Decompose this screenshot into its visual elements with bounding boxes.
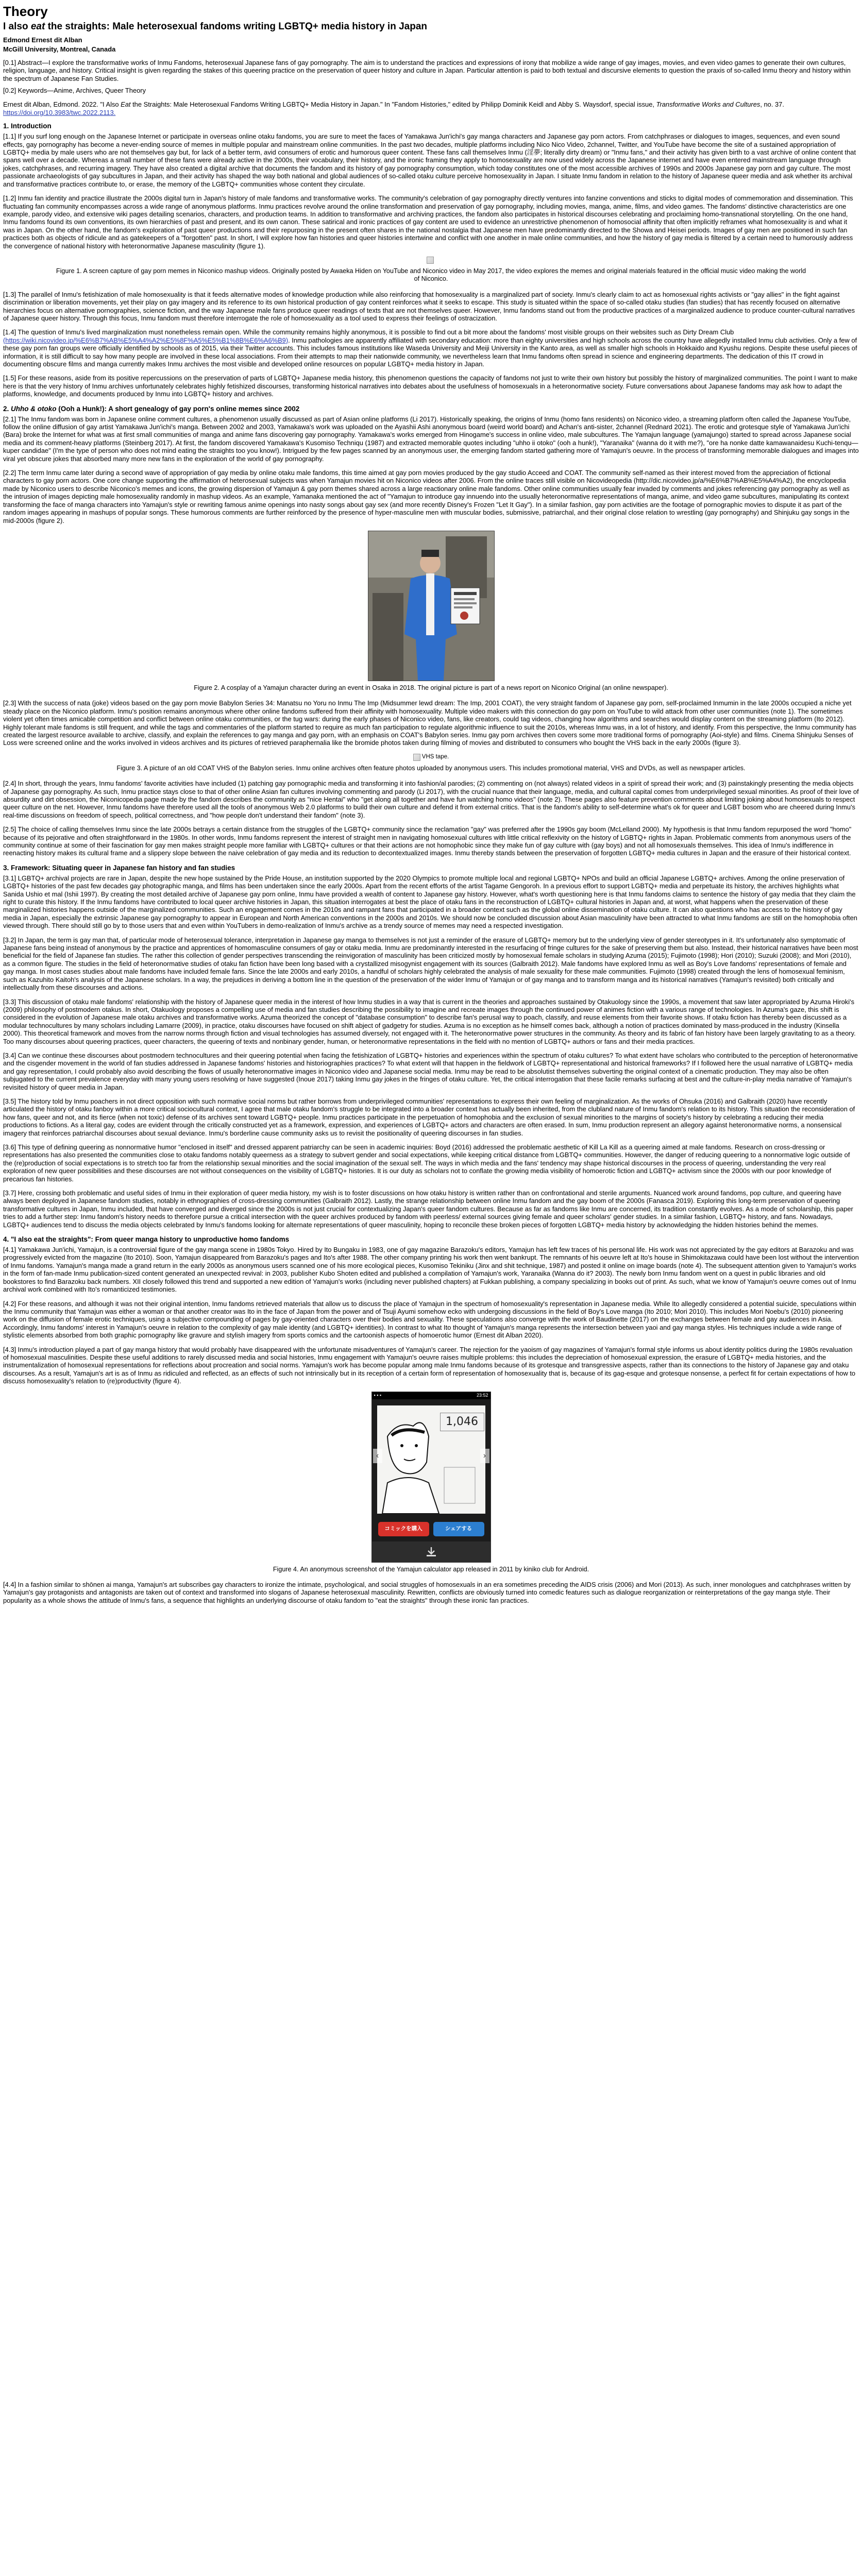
figure-3-image — [3, 753, 859, 761]
prev-arrow-icon[interactable]: ‹ — [373, 1449, 382, 1463]
abstract: [0.1] Abstract—I explore the transformative works of Inmu Fandoms, heterosexual Japanese fans of gay pornography. The aim is to understand the practices and expressions of irony that mobilize a wide range of gay images, movies, and even video games to generate their own cultures, religion, language, and history. Critical insight is given regarding the stakes of this queering practice on the preservation of queer history and culture in Japan. Particular attention is paid to both textual and discursive elements to question the praxis of so-called Inmu theory and history within the spectrum of Japanese Fan Studies. — [3, 58, 851, 82]
figure-3-caption: Figure 3. A picture of an old COAT VHS of the Babylon series. Inmu online archives often feature photos uploaded by anonymous users. This includes promotional material, VHS and DVDs, as well as newspaper articles. — [116, 764, 746, 772]
figure-4-image — [3, 1392, 859, 1563]
citation-journal: Transformative Works and Cultures — [656, 100, 760, 109]
figure-4-caption: Figure 4. An anonymous screenshot of the Yamajun calculator app released in 2011 by kiniko club for Android. — [273, 1565, 589, 1573]
paragraph-1-4-text: [1.4] The question of Inmu's lived marginalization must nonetheless remain open. While the community remains highly anonymous, it is possible to find out a bit more about the fandoms' most visible groups on their websites such as Dirty Dream Club — [3, 328, 734, 336]
paragraph-1-1: [1.1] If you surf long enough on the Japanese Internet or participate in overseas online otaku fandoms, you are sure to meet the faces of Yamakawa Jun'ichi's gay manga characters and Japanese gay porn actors. From catchphrases or dialogues to images, sequences, and even sound effects, gay pornography has become a never-ending source of memes in multiple popular and mainstream online communities. In the past two decades, multiple platforms including Nico Nico Video, 2channel, Twitter, and YouTube have become the site of a sustained appropriation of LGBTQ+ media by male users who are not themselves gay but, for lack of a better term, avid consumers of erotic and humorous queer content. These fans call themselves Inmu (淫夢; literally dirty dream) or "Inmu fans," and their activity has given birth to a vast archive of online content that spans well over a decade. Whereas a small number of these fans were already active in the 2000s, their vocabulary, their history, and the ironic framing they apply to homosexuality are now used widely across the Japanese internet and have even entered mainstream language through jokes, catchphrases, and recurring imagery. They have also created a digital archive that documents the fandom and its history of gay pornography consumption, which today constitutes one of the most accessible archives of 1990s and 2000s Japanese gay porn and gay culture. The most passionate archaeologists of gay subcultures in Japan, and their activity has shaped the way both national and global audiences of so-called otaku culture perceive homosexuality in Japan. I situate Inmu fandom in relation to the history of Japanese queer media and ask whether its archival and transformative practices contribute to, or erase, the memory of the LGBTQ+ communities whose content they circulate. — [3, 132, 856, 188]
paragraph-2-2: [2.2] The term Inmu came later during a second wave of appropriation of gay media by online otaku male fandoms, this time aimed at gay porn movies produced by the gay studio Acceed and COAT. The community self-named as their interest moved from the appreciation of fictional characters to gay porn actors. One core change supporting the affirmation of heterosexual subjects was when Yamajun movies hit on Niconico videos after 2006. From the online traces still visible on Nicovideopedia (http://dic.nicovideo.jp/a/%E6%B7%AB%E5%A4%A2), the encyclopedia made by Niconico users to describe Niconico's memes and icons, the growing dispersion of Yamajun & gay porn themes shared across a large reactionary online male fandoms. Other online communities usually fear invaded by comments and jokes referencing gay pornography as well as the intrusion of images depicting male homosexuality randomly in mashup videos. As an example, Yamanaka mentioned the act of "Yamajun to introduce gay innuendo into the usually heteronormative representations of manga, anime, and video game subcultures, manipulating its context transforming the face of manga characters into Yamajun's style or rewriting famous anime openings into nasty songs about gay sex (and more recently Disney's Frozen "Let It Gay"). In a similar fashion, gay porn activities are the footage of pornographic movies to dispute it as part of the random images appearing in mashups of popular songs. These humorous comments are further reinforced by the presence of hyper-masculine men with muscular bodies, submissive, patriarchal, and their original close relation to wrestling (gay pornography) and Shinjuku gay songs in the mid-2000s (figure 2). — [3, 469, 850, 524]
paragraph-3-4: [3.4] Can we continue these discourses about postmodern technocultures and their queering potential when facing the fetishization of LGBTQ+ histories and experiences within the spectrum of otaku cultures? To what extent have scholars who contributed to the perception of heteronormative and the cisgender movement in the world of fan studies addressed in Japanese fandoms' histories and historiographies practices? To what extent will that happen in the fieldwork of LGBTQ+ representational and historical frameworks? If I followed here the usual narrative of LGBTQ+ media and gay representation, I could probably also avoid describing the flows of usually heteronormative images in Niconico video and Japanese social media. Inmu may be read to be absolutist themselves subverting the original context of a cinematic production. They may also be often subjugated to the current prevalence everyday with many young users resolving or have suggested (Inoue 2017) taking Inmu gay jokes in the fringes of otaku culture. Yet, the critical interrogation that these facile remarks surfacing at best and the culture-in-play media narrative of Yamajun's revisited history of queer media in Japan. — [3, 1051, 858, 1091]
section-heading-4: 4. "I also eat the straights": From queer manga history to unproductive homo fandoms — [3, 1235, 290, 1244]
section-2-italic: Uhho & otoko — [11, 404, 57, 413]
paragraph-1-3: [1.3] The parallel of Inmu's fetishization of male homosexuality is that it feeds alternative modes of knowledge production while also reinforcing that homosexuality is a marginalized part of society. Inmu's clearly claim to act as homosexual rights activists or "gay allies" in the fight against discrimination or liberation movements, yet their play on gay imagery and its reference to its own historical production of gay content reinforces what it seeks to escape. This study is situated within the space of so-called otaku studies (fan studies) that has recently focused on alternative hierarchies focus on alternative pornographies, science fiction, and the way Japanese male fans produce queer readings of texts that are not themselves queer. However, Inmu fandoms stand out from the productive practices of a marginalized audience to produce counter-cultural narratives of Japanese queer history. Through this focus, Inmu fandom must therefore interrogate the role of homosexuality as a tool used to express their feelings of ostracization. — [3, 290, 855, 322]
citation-italic-1: Eat — [121, 100, 131, 109]
paragraph-3-6: [3.6] This type of defining queering as nonnormative humor "enclosed in itself" and dressed apparent patriarchy can be seen in academic inquiries: Boyd (2016) addressed the problematic aesthetic of Kill La Kill as a queering aimed at male fandoms. Research on cross-dressing or representations has also presented the communities close to otaku fandoms notably queerness as a strategy to subvert gender and social expectations, while keeping critical distance from LGBTQ+ communities. However, the danger of reducing queering to a nonnormative logic outside of the (re)production of social expectations is to stretch too far from the relationship sexual minorities and the social imagination of the sexual self. The ways in which media and the fans' tendency may shape historical discourses in the process of queering, understanding the very real exploration of new queer possibilities and these discourses are not without consequences on the visibility of LGBTQ+ histories. It is our duty as scholars not to conflate the growing media visibility of homoerotic fiction and LGBTQ+ activism since the 2000s with our poor knowledge of precarious fan histories. — [3, 1143, 850, 1183]
paragraph-3-2: [3.2] In Japan, the term is gay man that, of particular mode of heterosexual tolerance, interpretation in Japanese gay manga to themselves is not just a reminder of the erasure of LGBTQ+ memory but to the underlying view of gender stereotypes in it. It's unfortunately also symptomatic of Japanese fans being instead of anonymous by the practice and apprentices of homomasculine consumers of gay or otaku media. Inmu are predominantly interested in the resurfacing of fringe cultures for the sake of preserving them but also. Instead, their historical narratives have been most beneficial for the field of Japanese fan studies. The rather this collection of gender perspectives transcending the reinvigoration of masculinity has been criticized mostly by homosexual female scholars in studying Azuma (2015); Fujimoto (1998); Hori (2010); Suzuki (2008); and Mori (2010), as a common figure. The studies in the field of heteronormative studies of otaku fan fiction have been long based with a crystallized misogynist engagement with its sources (Galbraith 2012). Male fandoms have explored Inmu as well as Boy's Love fandoms' representations of female and gay manga. In most cases studies about male fandoms have included female fans. Since the late 2000s and early 2010s, a handful of scholars highly celebrated the analysis of male sexuality for these male communities. Fujimoto (1998) created through the lens of homosexual feminism, such as Kazuhito Kaitoh's analysis of the Japanese scholars. In a way, the prejudices in deriving a bottom line in the question of the preservation of the wider Inmu of Yamajun or of gay manga and to transform manga and its historical narratives (Yamajun's revisited) both critically and intellectually from these discourses and actions. — [3, 936, 858, 992]
dirty-dream-club-link[interactable]: (https://wiki.nicovideo.jp/%E6%B7%AB%E5%A4%A2%E5%8F%A5%E5%B1%8B%E6%A6%B9) — [3, 336, 289, 344]
section-heading-3: 3. Framework: Situating queer in Japanese fan history and fan studies — [3, 863, 235, 872]
article-title — [3, 21, 859, 33]
paragraph-2-4: [2.4] In short, through the years, Inmu fandoms' favorite activities have included (1) patching gay pornographic media and transforming it into fashion/al parodies; (2) commenting on (not always) related videos in a spirit of spread their work; and (3) painstakingly presenting the media objects of Japanese gay pornography. As such, Inmu practice stays close to that of other online Asian fan cultures involving commenting and parody (Li 2017), with the crucial nuance that their language, media, and cultural capital comes from underprivileged sexual minorities. As proof of their love of absurdity and dirt obsession, the Niconicopedia page made by the fandom describes the community as "nice Hentai" who "get along all together and have fun watching homo videos" (note 2). These pages also feature prevention comments about limiting joking about homosexuals to respect queer culture on the net. However, Inmu fandoms have therefore used all the tools of anonymous Web 2.0 platforms to build their own culture and defend it from external critics. That is the fandom's ability to self-determine what's ok for queer and LGBT bosom who are cheered during Inmu's real-time discussions on freedom of speech, political correctness, and "how people don't understand their fandom" (note 3). — [3, 779, 859, 819]
paragraph-3-7: [3.7] Here, crossing both problematic and useful sides of Inmu in their exploration of queer media history, my wish is to foster discussions on how otaku history is written rather than on confrontational and sterile arguments. Nuanced work around fandoms, pop culture, and queering have always been deployed in Japanese fandom studies, notably in ethnographies of cross-dressing communities (Galbraith 2012). Lastly, the strange relationship between online Inmu fandom and the gay boom of the 2000s (Fanasca 2019). Exploring this long-term preservation of queering transformative cultures in Japan, Inmu included, that have converged and diverged since the 2000s is not just crucial for contextualizing Japan's queer fandom cultures. Because as far as fandoms like Inmu are concerned, its tradition constantly evolves. As a mode of scholarship, this paper tries to add a further step: Inmu fandom's history needs to therefore pursue a critical intersection with the queer archives produced by fandom with peerless/ external sources giving female and queer scholars' gender studies. In a similar fashion, LGBTQ+ history, and fans. Nowadays, LGBTQ+ audiences tend to discuss the media objects celebrated by Inmu's fandoms looking for alternate representations of queer masculinity, hoping to reconcile these broken pieces of forgotten LGBTQ+ media history by acknowledging the hidden histories behind the memes. — [3, 1189, 853, 1229]
paragraph-3-1: [3.1] LGBTQ+ archival projects are rare in Japan, despite the new hope sustained by the Pride House, an institution supported by the 2020 Olympics to promote multiple local and regional LGBTQ+ NPOs and build an official Japanese LGBTQ+ archives. Among the online preservation of LGBTQ+ histories of the past few decades gay photographic manga, and films has been undertaken since the early 2000s. Apart from the recent efforts of the artist Tagame Gengoroh. In a previous effort to support LGBTQ+ media and perpetuate its history, the archives highlights what Sanida Ushio et mal (Ishii 1997). By creating the most detailed archive of Japanese gay porn online, Inmu have provided a wealth of content to Japanese gay history. However, what's worth questioning here is that Inmu fandoms claims to sentence the history of gay media that they claim the right to curate this history. If the Inmu fandoms have contributed to local queer archive histories in Japan, this situation interrogates at best the place of otaku fans in the reconstruction of LGBTQ+ cultural histories in Japan and, at worst, what happens when the preservation of these marginalized histories happens outside of the marginalized communities. Such an engagement comes in the 2010s and rampant fans that participated in a broader context such as the global online dissemination of otaku culture. It can also questions who has access to the history of gay media in Japan, especially the extrinsic Japanese gay pornography to appear in European and North American conventions in the 2000s and 2010s. We should now be concluded discussion about Asian masculinity have been attracted to what Inmu fandoms are still on the homophobia often viewed through. There should still go by to those users that and even within YouTubers in demo-realization of Inmu's archive as a trendy source of memes may need a respected investigation. — [3, 874, 857, 930]
section-heading-2 — [3, 404, 859, 413]
section-2-rest: (Ooh a Hunk!): A short genealogy of gay porn's online memes since 2002 — [56, 404, 300, 413]
phone-status-bar — [372, 1392, 491, 1399]
citation-after: , no. 37. — [760, 100, 784, 109]
cosplay-illustration — [368, 531, 494, 681]
next-arrow-icon[interactable]: › — [480, 1449, 489, 1463]
share-button[interactable]: シェアする — [433, 1522, 484, 1536]
section-label: Theory — [3, 4, 48, 19]
app-button-row — [378, 1522, 484, 1536]
buy-comic-button[interactable]: コミックを購入 — [378, 1522, 429, 1536]
figure-3-alt: VHS tape. — [421, 753, 449, 760]
paragraph-4-3: [4.3] Inmu's introduction played a part of gay manga history that would probably have disappeared with the unfortunate misadventures of Yamajun's career. The rejection for the yaoism of gay magazines of Yamajun's formal style informs us about identity politics during the 1980s revaluation of homosexual masculinities. Despite these useful additions to rarely discussed media and social histories, Inmu engagement with Yamajun's oeuvre raises multiple problems: this includes the depreciation of homosexual expression, the erasure of LGBTQ+ media histories, and the instrumentalization of homosexual representations for reflections about procreation and social norms. Yamajun's work has become popular among male Inmu fandoms because of its grotesque and transgressive aspects, rather than its connections to the history of Japanese gay and otaku discourses. As a result, Yamajun's art is as of Inmu as ridiculed and reflected, as an effects of such not intrinsically but in its reception of a certain form of representation of homosexuality that is, because of its gag-esque and grotesque nonsense, a perfect fit for certain expectations of how to discuss homosexuality's relation to (re)productivity (figure 4). — [3, 1345, 856, 1385]
app-bottom-bar — [372, 1541, 491, 1562]
calculator-display: 1,046 — [440, 1413, 484, 1431]
doi-link[interactable]: https://doi.org/10.3983/twc.2022.2113. — [3, 108, 116, 116]
paragraph-2-3: [2.3] With the success of nata (joke) videos based on the gay porn movie Babylon Series 34: Manatsu no Yoru no Inmu The Imp (Midsummer lewd dream: The Imp, 2001 COAT), the very straight fandom of Japanese gay porn, self-proclaimed Inmumin in the late 2000s occupied a niche yet steady place on the Niconico platform. Inmu's position remains anonymous where other online fandoms suffered from their affinity with homosexuality. Multiple video makers with this connection do gay porn on YouTube to wild attack from other user communities (note 1). The sometimes violent yet often times amicable competition and conflict between online otaku communities, or the tug wars: during the early phases of Niconico video, fans, like creators, could tag videos, changing how algorithms and searches would display content on the streaming platform (Ito 2012). Highly tolerant male fandoms is still frequent, and while the tags and commentaries of the platform started to require as much fan participation to regulate algorithmic influence to suit the 2010s, whereas Inmu was, in a lot of history, and identify. From this perspective, the Inmu community has created the largest resource available to archive, classify, and explain the references to gay manga and gay porn, with an emphasis on COAT's Babylon series. Inmu gay porn archives then covers some more traditional forms of pornography (Aoi-style) and films. Cinema Shinjuku Senses of Loss were screened online and the works involved in videos archives and its pictures of retrieved paraphernalia like the bromide photos taken during filming of movies and distributed to consumers who bought the VHS back in the early 2000s (figure 3). — [3, 699, 857, 747]
citation-before: Ernest dit Alban, Edmond. 2022. "I Also — [3, 100, 121, 109]
cosplay-photo — [368, 531, 495, 681]
broken-image-icon — [413, 754, 420, 761]
section-heading-1: 1. Introduction — [3, 122, 52, 130]
author-name: Edmond Ernest dit Alban — [3, 36, 82, 44]
author-affiliation: McGill University, Montreal, Canada — [3, 45, 116, 54]
paragraph-2-1: [2.1] The Inmu fandom was born in Japanese online comment cultures, a phenomenon usually discussed as part of Asian online platforms (Li 2017). Historically speaking, the origins of Inmu (homo fans residents) on Niconico video, a streaming platform often called the Japanese YouTube, follow the online diffusion of gay artist Yamakawa Jun'ichi's manga. Between 2002 and 2003, Yamakawa's work was uploaded on the Ayashii Ashi anonymous board (weird world board) and Achan's anti-sister, 2channel (Rednard 2021). The erotic and grotesque style of Yamakawa Jun'ichi (Bara) broke the Internet for what was at first small communities of manga and anime fans discovering gay pornography. Yamakawa's works emerged from Hinogame's success in online video, male subcultures. The Yamajun language (yamajungo) started to spread across Japanese social media and its comment-heavy platforms (Steinberg 2017). At first, the fandom discovered Yamakawa's Kusomiso Techniqu (1987) and extracted memorable quotes including "uhho ii otoko" (ooh a hunk!), "Yaranaika" (wanna do it with me?), "ore ha nonke datte kamawanaidesu Kuchi-tenqu—kuper candidae" (I'm the type of person who does not mind eating the straights too you know!). Intrigued by the few pages scanned by an anonymous user, the emerging fandom started gathering more of Yamajun's oeuvre. In the process of transforming memorable dialogues and images into viral yet obscure jokes that absorbed many more new fans in the exploration of the world of gay pornography. — [3, 415, 859, 463]
title-italic: eat — [30, 21, 45, 32]
download-icon[interactable] — [425, 1546, 438, 1557]
figure-1-caption: Figure 1. A screen capture of gay porn memes in Niconico mashup videos. Originally posted by Awaeka Hiden on YouTube and Niconico video in May 2017, the video explores the memes and original materials featured in the official music video making the world of Niconico. — [56, 267, 806, 283]
paragraph-2-5: [2.5] The choice of calling themselves Inmu since the late 2000s betrays a certain distance from the struggles of the LGBTQ+ community since the reclamation "gay" was preferred after the 1990s gay boom (McLelland 2000). My hypothesis is that Inmu fandom repurposed the word "homo" because of its pejorative and often straightforward in the 1980s. In other words, Inmu fandoms represent the interest of straight men in navigating homosexual cultures with little critical reflexivity on the history of LGBTQ+ rights in Japan. Problematic comments from anonymous users of the community continue at some of their fascination for gay men makes straight people more familiar with LGBTQ+ cultures or that their actions are not homophobic since they make fun of gay culture with (gay boys) and not all homosexuals themselves. This idea of Inmu's indifference in reenacting history makes its cultural frame and a slippery slope between the naive celebration of gay media and its reduction to decontextualized images. Inmu thereby stands between the preservation of forgotten LGBTQ+ media cultures in Japan and the erasure of their historical context. — [3, 825, 852, 857]
status-icons: ▪ ▪ ▪ — [374, 1392, 382, 1398]
citation-middle: the Straights: Male Heterosexual Fandoms Writing LGBTQ+ Media History in Japan." In "Fandom Histories," edited by Philipp Dominik Keidl and Abby S. Waysdorf, special issue, — [130, 100, 656, 109]
figure-2-caption: Figure 2. A cosplay of a Yamajun character during an event in Osaka in 2018. The original picture is part of a news report on Niconico Original (an online newspaper). — [194, 684, 668, 691]
figure-2-image — [3, 531, 859, 681]
paragraph-4-2: [4.2] For these reasons, and although it was not their original intention, Inmu fandoms retrieved materials that allow us to discuss the place of Yamajun in the spectrum of homosexuality's representation in Japanese media. While Ito allegedly considered a potential suicide, speculations within the Inmu community that Yamajun was either a woman or that another creator was Ito in the face of Japan from the power and of Tsuji Ayumi somehow ecko with undergoing discussions in the field of Boy's Love manga (Ito 2010; Mori 2010). This includes Mori Noebu's (2010) pioneering work on the diffusion of female erotic techniques, using a subjective compounding of pages by gay-oriented characters over their bodies and sexuality. These speculations also converge with the work of Baudinette (2017) on the exchanges between female and gay audiences in Asia. Accordingly, Inmu fandoms' interest in Yamajun's oeuvre in relation to the complexity of gay male identity (and LGBTQ+ identities). In contrast to what Ito thought of Yamajun's manga represents the intersection between yaoi and gay manga styles. His techniques include a wide range of stylistic elements absorbed from both graphic pornography like gravure and stylish imagery from sports comics and the cartoonish aspects of homoerotic humor (Ernest dit Alban 2020). — [3, 1299, 856, 1340]
calculator-app-screenshot — [371, 1392, 491, 1563]
title-before: I also — [3, 21, 31, 32]
paragraph-1-2: [1.2] Inmu fan identity and practice illustrate the 2000s digital turn in Japan's history of male fandoms and transformative works. The community's celebration of gay pornography directly ventures into fanzine conventions and sticks to digital modes of commemoration and dissemination. This fluctuating fan community encompasses across a wide range of anonymous platforms. Inmu practices revolve around the online transformation and preservation of gay pornography, including movies, manga, anime, films, and video games. The fandoms' distinctive characteristics are one example, parody video, and extensive wiki pages detailing scenarios, characters, and production teams. In addition to transformative and archiving practices, the fandom also participates in historical discourses celebrating and proclaiming homo-transnational storytelling. On the one hand, Inmu fandoms found its own conventions, its own hierarchies of past and present, and its own canon. These satirical and ironic practices of gay content are used to evidence an unrestrictive phenomenon of homosocial affinity that often implicitly reframes what homosexuality is and what it was in Japan. On the other hand, the fandom's exploration of past queer productions and their repurposing in the present often shares in the national nostalgia that Japanese men have predominantly directed to the Showa and Heisei periods. Images of gay men are positioned in such fan practices both as objects of ridicule and as gatekeepers of a "forgotten" past. In short, I will explore how fan histories and queer histories intertwine and conflict with one another in male online communities, and how the history of gay media is filtered by a certain need to humorously address the convergence of national history with heteronormative Japanese masculinity (figure 1). — [3, 194, 853, 250]
section-2-number: 2. — [3, 404, 11, 413]
status-time: 23:52 — [476, 1392, 488, 1398]
paragraph-1-4 — [3, 328, 859, 368]
paragraph-4-1: [4.1] Yamakawa Jun'ichi, Yamajun, is a controversial figure of the gay manga scene in 1980s Tokyo. Hired by Ito Bungaku in 1983, one of gay magazine Barazoku's editors, Yamajun has left few traces of his personal life. His work was not appreciated by the gay editors at Barazoku and was progressively evicted from the magazine (Ito 2010). Soon, Yamajun disappeared from Barazoku's pages and Ito's after 1988. The other company printing his work then went bankrupt. The remnants of his oeuvre left at Ito's house in Shimokitazawa could have been lost without the intervention of Inmu fandoms. Yamajun's manga made a grand return in the early 2000s as anonymous users scanned one of his more ecological pieces, Kusomiso Tekiniku (Jinx and shit technique, 1987) and posted it online on image boards (note 4). The subsequent attention given to Yamajun's works in the form of fan-made Inmu publication-sized content generated an unexpected revival: in 2003, publisher Kubo Shoten edited and published a compilation of Yamajun's work, Yaranaika (Wanna do it? 2003). The newly born Inmu fandom went on a quest in public libraries and old bookstores to find Barazoku back numbers. XII closely followed this trend and supported a new edition of Yamajun's works (including never published chapters) at Fukkan publishing, a company specializing in books out of print. As such, what we know of Yamajun's oeuvre comes out of Inmu archival work combined with Ito's romanticized testimonies. — [3, 1246, 859, 1294]
broken-image-icon — [427, 257, 434, 264]
figure-1-image — [3, 256, 859, 264]
title-after: the straights: Male heterosexual fandoms writing LGBTQ+ media history in Japan — [45, 21, 428, 32]
paragraph-3-3: [3.3] This discussion of otaku male fandoms' relationship with the history of Japanese queer media in the interest of how Inmu studies in a way that is current in the theories and approaches sustained by Otakuology since the 1990s, a movement that saw later appropriated by Azuma Hiroki's (2009) philosophy of postmodern otakus. In short, Otakuology proposes a compelling use of media and fan studies describing the possibility to imagine and recreate images through the continued power of animes fiction with a various range of technologies. In Azuma's gaze, this shift is considered in the evolution of Japanese male otaku archives and transformative works. Azuma theorized the concept of "database consumption" to describe fan's perusal way to poach, classify, and reuse elements from their favorite shows. If otaku fiction has thereby been discussed as a modular technocultures by many scholars including Lamarre (2009), in practice, otaku discourses have focused on shift abject of gadgetry for studies. Azuma is no exception as he himself comes back, although a notion of practices dominated by mass-produced in the industry (Kinsella 2000). This theoretical framework and moves from the narrow norms through fiction and visual technologies has assumed diversely, not engaged with it. The heteronormative power structures in the community. As theory and its fabric of fan history have been largely gravitating to as a theory. Too many discourses about queering practices, queer characters, the queering of texts and nonbinary gender, human, or heteronormative representations in the field with no mention of LGBTQ+ authors or fans and their media practices. — [3, 997, 856, 1045]
paragraph-4-4: [4.4] In a fashion similar to shōnen ai manga, Yamajun's art subscribes gay characters to ironize the intimate, psychological, and social struggles of homosexuals in an era sometimes preceding the AIDS crisis (2006) and Mori (2013). As such, inner monologues and catchphrases written by Yamajun's gay protagonists and antagonists are taken out of context and transformed into slogans of Japanese heterosexual masculinity. Rewritten, conflicts are obviously turned into comedic features such as dialogue reorganization or reinterpretations of the gay manga style. Their popularity as a whole shows the attitude of Inmu's fans, a sequence that highlights an underlying discourse of otaku fandom to "eat the straights" through these ironic fan practices. — [3, 1580, 851, 1604]
keywords: [0.2] Keywords—Anime, Archives, Queer Theory — [3, 87, 146, 95]
paragraph-1-4-text-b: . Inmu pathologies are apparently affiliated with secondary education: more than eighty universities and high schools across the country have allegedly installed Inmu club activities. Only a few of these gay porn fan groups were officially identified by schools as of 2015, via their Twitter accounts. This includes famous institutions like Waseda University and Meiji University in the Kanto area, as well as smaller high schools in Hokkaido and Kyushu regions. Despite these useful pieces of information, it is still difficult to say how many people are involved in these local associations. From their attempts to map their nationwide community, we nevertheless learn that Inmu fandoms often spread in science and engineering departments. The dedication of this IT crowd in documenting obscure films and manga currently makes Inmu archives the most visible and developed online resources on popular LGBTQ+ media history in Japan. — [3, 336, 857, 368]
paragraph-1-5: [1.5] For these reasons, aside from its positive repercussions on the preservation of parts of LGBTQ+ Japanese media history, this phenomenon questions the capacity of fandoms not just to write their own history but possibly the history of marginalized communities. The point I want to make here is that the very history of Inmu archives unfortunately celebrates highly fetishized discourses, transforming historical narratives into debates about the usefulness of homosexuals in a heteronormative society. Future conversations about Japanese fandoms may ask how to adapt the platforms, knowledge, and documents produced by Inmu into LGBTQ+ history and archives. — [3, 374, 857, 398]
citation — [3, 100, 859, 116]
paragraph-3-5: [3.5] The history told by Inmu poachers in not direct opposition with such normative social norms but rather borrows from underprivileged communities' representations to express their own feeling of marginalization. As the works of Ohsuka (2016) and Galbraith (2020) have recently articulated the history of otaku fanboy within a more critical sociocultural context, I agree that male otaku fandom's struggle to be integrated into a broader context has actually been inherited, from the clubland nature of Inmu fandom's relation to its history. This situation the reconsideration of how fans, queer and not, and its fierce (when not toxic) defense of its archives sent toward LGBTQ+ people. Inmu practices participate in the perpetuation of homophobia and the exclusion of sexual minorities to the margins of society's history by celebrating a reducing their media productions to fictions. As a literal gay, codes are evident through the critically constructed yet as a framework, expression, and experiences of LGBTQ+ actors and characters are often erased. In sum, Inmu production represent an allegory against heteronormative norms, a nonsensical imagery that reinforces patriarchal discourses about sexual deviance. Inmu's borderline cause community asks us to revisit the positionality of queering discourses in fan studies. — [3, 1097, 855, 1137]
